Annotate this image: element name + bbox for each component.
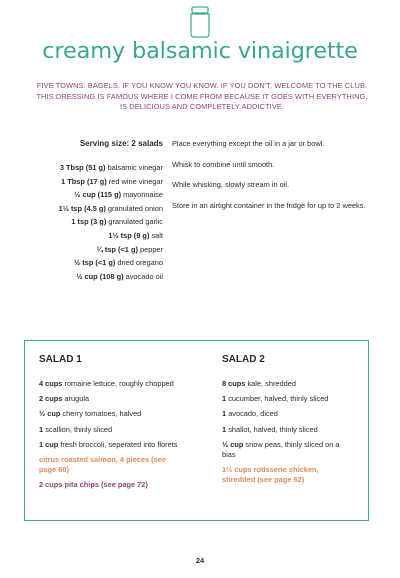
jar-icon [188, 6, 212, 38]
salad-1-title: SALAD 1 [39, 354, 82, 365]
ingredient-item: 3 Tbsp (51 g) balsamic vinegar [59, 163, 163, 172]
salad-item: 1 scallion, thinly sliced [39, 424, 113, 434]
chicken-reference: 1½ cups rotisserie chicken, shredded (see page 62) [222, 465, 319, 485]
ingredient-item: 1 Tbsp (17 g) red wine vinegar [61, 176, 163, 186]
salad-item: ½ cup snow peas, thinly sliced on a bias [222, 439, 340, 460]
salad-item: 1 avocado, diced [222, 409, 278, 419]
salmon-reference: citrus roasted salmon, 4 pieces (see page 60) [39, 455, 166, 475]
ingredient-item: 1 tsp (3 g) granulated garlic [71, 217, 163, 227]
salad-item: ½ cup cherry tomatoes, halved [39, 409, 142, 419]
ingredient-item: ½ cup (115 g) mayonnaise [74, 190, 163, 200]
ingredient-item: 1½ tsp (9 g) salt [108, 230, 163, 240]
serving-size: Serving size: 2 salads [79, 139, 163, 148]
pita-chips-reference: 2 cups pita chips (see page 72) [39, 480, 148, 490]
salad-box [24, 340, 369, 521]
direction-step: While whisking, slowly stream in oil. [172, 180, 290, 190]
salad-item: 1 shallot, halved, thinly sliced [222, 424, 318, 434]
salad-item: 4 cups romaine lettuce, roughly chopped [39, 379, 174, 388]
direction-step: Store in an airtight container in the fridge for up to 2 weeks. [172, 200, 366, 210]
ingredient-item: 1½ tsp (4.5 g) granulated onion [58, 203, 163, 213]
recipe-intro: FIVE TOWNS. BAGELS. IF YOU KNOW YOU KNOW. IF YOU DON'T, WELCOME TO THE CLUB. THIS DRESSING IS FAMOUS WHERE I COME FROM BECAUSE IT GOES WITH EVERYTHING, IS DELICIOUS AND COMPLETELY ADDICTIVE. [36, 81, 368, 112]
page-number: 24 [195, 556, 205, 565]
salad-2 [222, 354, 352, 491]
salad-1 [39, 354, 181, 496]
direction-step: Whisk to combine until smooth. [172, 159, 275, 169]
recipe-title: creamy balsamic vinaigrette [42, 38, 358, 64]
salad-2-title: SALAD 2 [222, 354, 265, 365]
ingredients-column [28, 139, 163, 285]
ingredient-item: ½ cup (108 g) avocado oil [76, 271, 163, 281]
salad-item: 2 cups arugula [39, 394, 90, 404]
salad-item: 8 cups kale, shredded [222, 379, 296, 388]
ingredient-item: ¼ tsp (<1 g) pepper [96, 244, 163, 254]
ingredient-item: ½ tsp (<1 g) dried oregano [74, 258, 163, 268]
directions-column [172, 139, 372, 221]
salad-item: 1 cucumber, halved, thinly sliced [222, 394, 329, 404]
direction-step: Place everything except the oil in a jar or bowl. [172, 139, 325, 148]
salad-item: 1 cup fresh broccoli, seperated into florets [39, 439, 178, 449]
